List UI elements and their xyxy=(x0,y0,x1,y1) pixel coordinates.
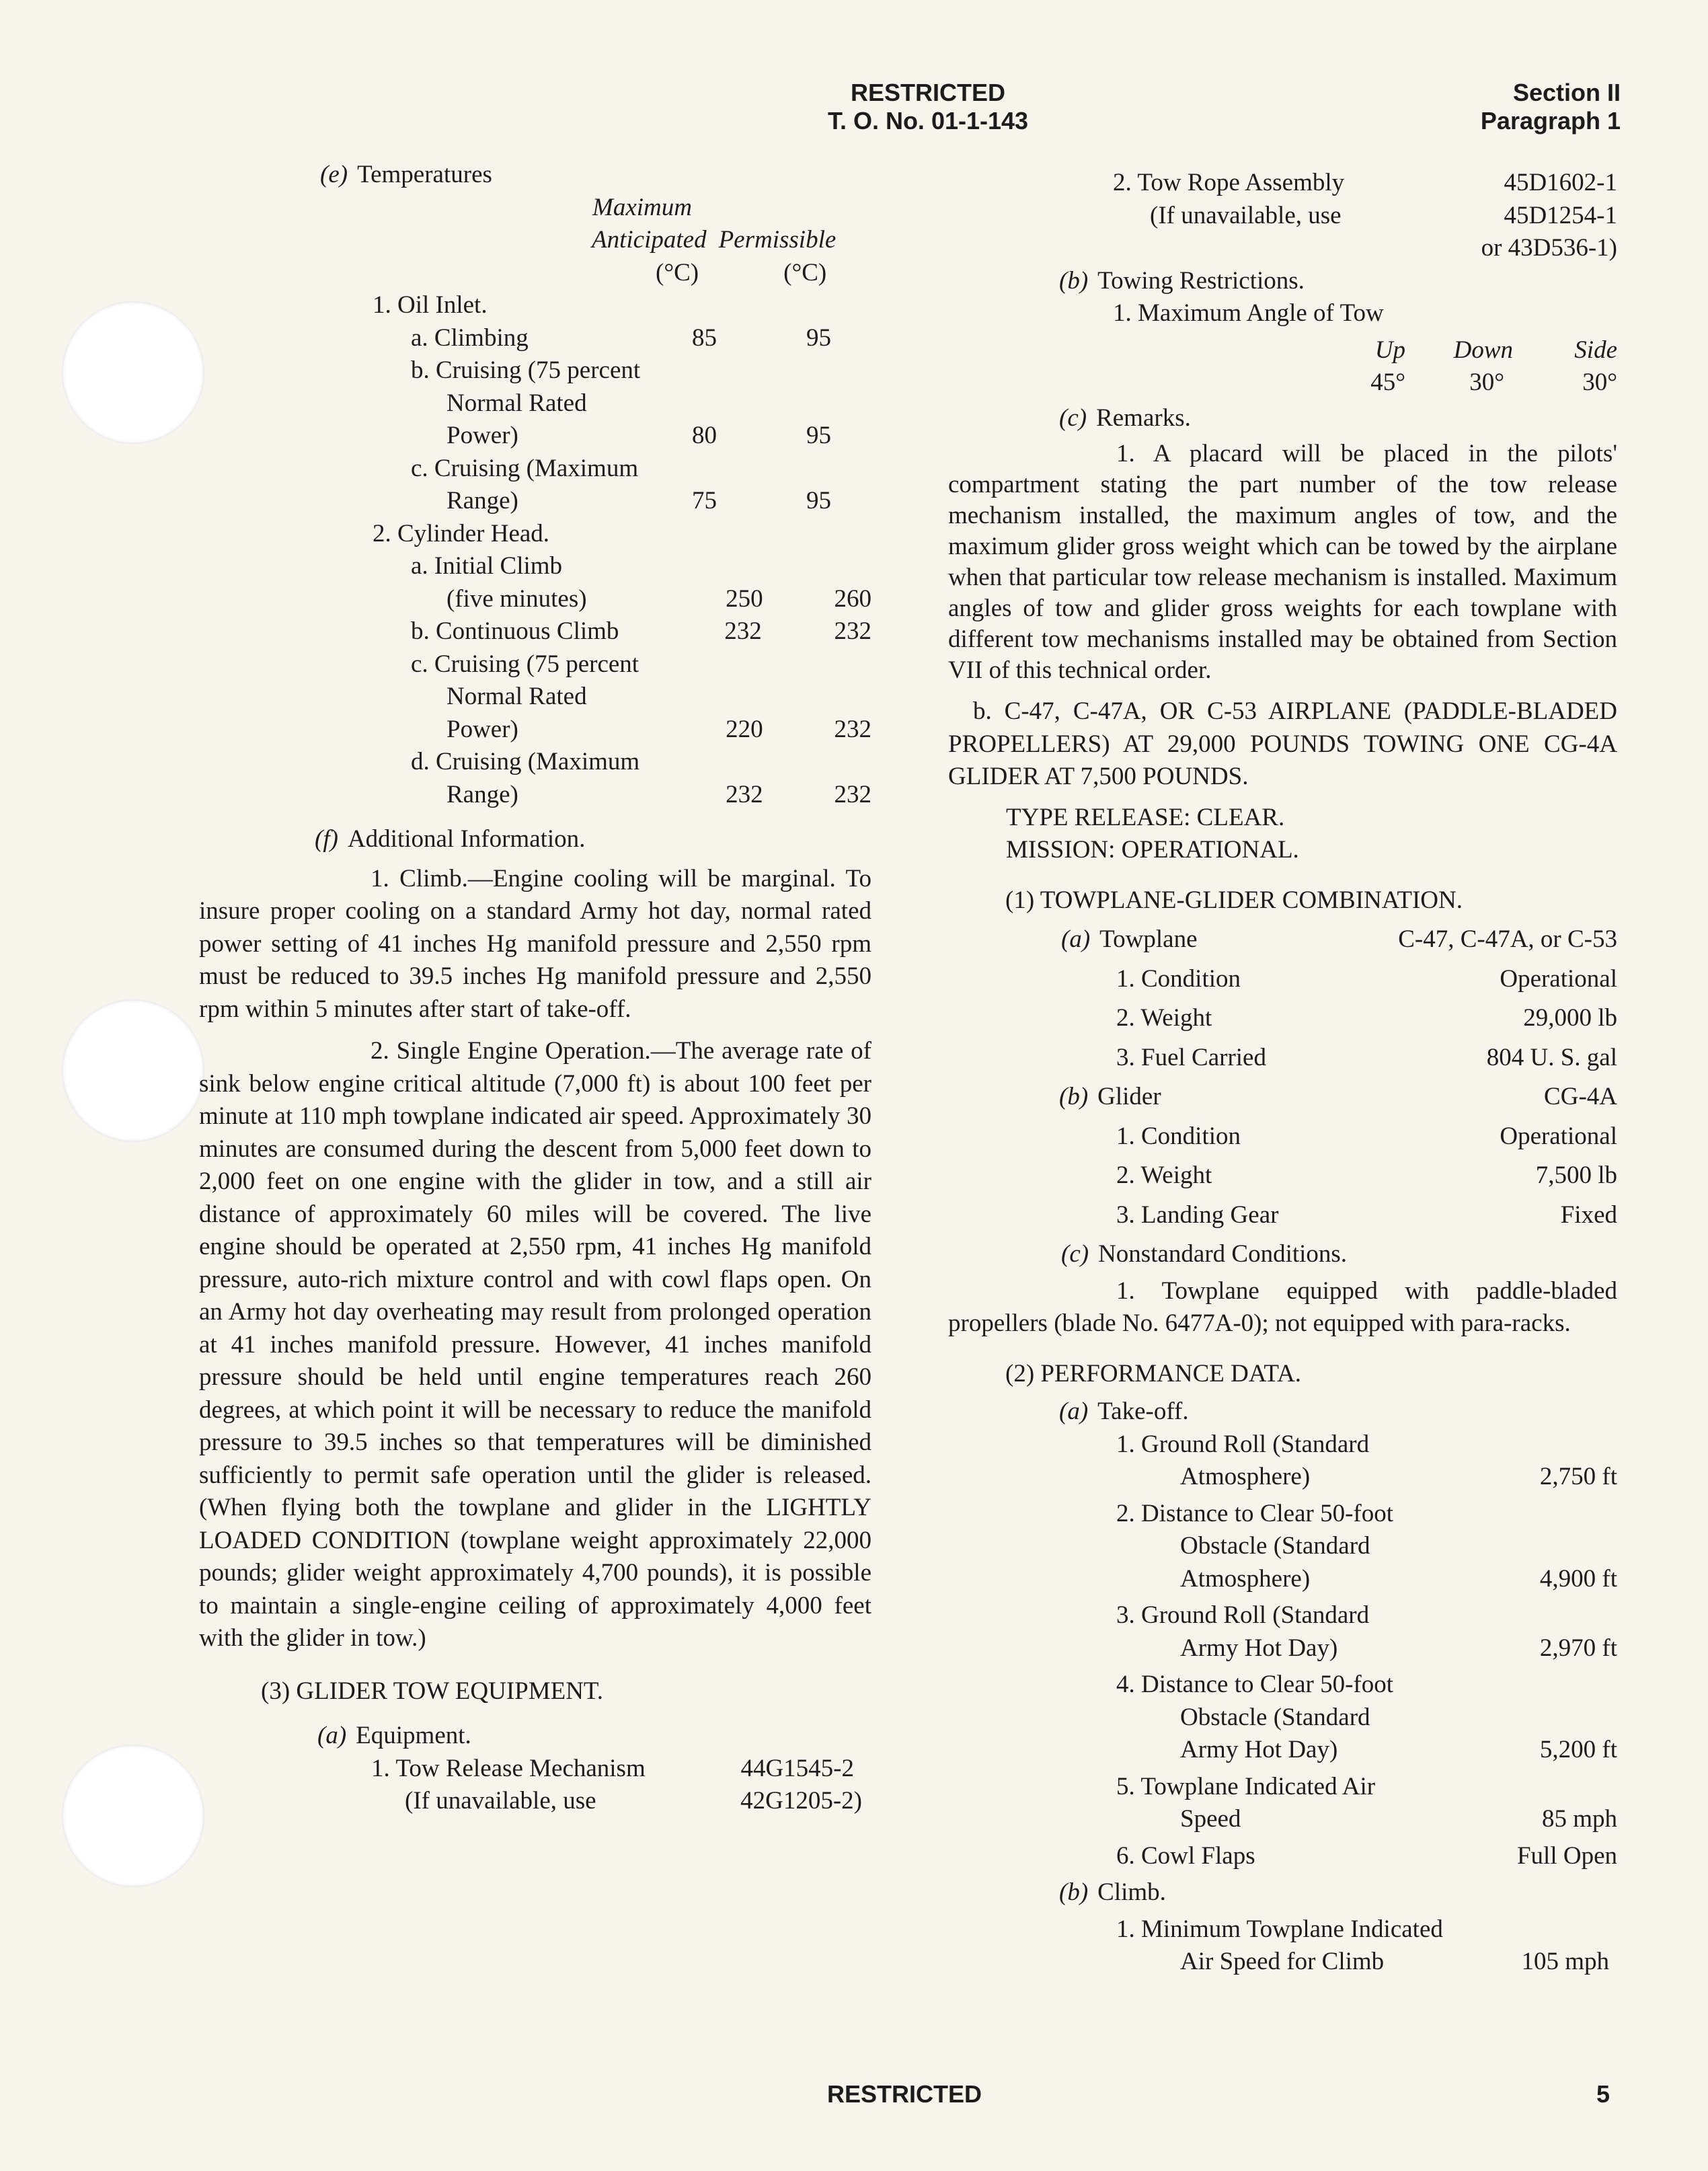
towing-restrictions-heading: (b) Towing Restrictions. xyxy=(1059,266,1305,295)
climb-1-line1: 1. Minimum Towplane Indicated xyxy=(1116,1915,1443,1943)
takeoff-2-line2: Obstacle (Standard xyxy=(1180,1532,1370,1560)
header-section: Section II xyxy=(1512,79,1621,106)
takeoff-3-row: Army Hot Day) 2,970 ft xyxy=(1180,1634,1617,1662)
cyl-continuous-row: b. Continuous Climb 232 232 xyxy=(411,617,871,645)
glider-row: (b) Glider CG-4A xyxy=(1059,1083,1617,1110)
glider-weight-row: 2. Weight 7,500 lb xyxy=(1116,1161,1617,1189)
cyl-cruisemax-row: Range) 232 232 xyxy=(447,780,872,808)
punch-hole-bottom xyxy=(62,1745,204,1887)
cyl-cruisemax-line1: d. Cruising (Maximum xyxy=(411,748,640,775)
tow-release-row: 1. Tow Release Mechanism 44G1545-2 xyxy=(371,1754,854,1782)
angle-heads-row: Up Down Side xyxy=(1374,336,1617,364)
takeoff-2-row: Atmosphere) 4,900 ft xyxy=(1180,1564,1617,1593)
takeoff-1-line1: 1. Ground Roll (Standard xyxy=(1116,1430,1370,1458)
takeoff-1-row: Atmosphere) 2,750 ft xyxy=(1180,1463,1617,1490)
tow-rope-alt-row: (If unavailable, use 45D1254-1 xyxy=(1150,201,1617,229)
cylinder-head-label: 2. Cylinder Head. xyxy=(373,519,550,547)
max-angle-heading: 1. Maximum Angle of Tow xyxy=(1113,299,1384,327)
temp-units: (°C) (°C) xyxy=(656,258,827,287)
glider-gear-row: 3. Landing Gear Fixed xyxy=(1116,1201,1617,1229)
cyl-initial-row: (five minutes) 250 260 xyxy=(447,584,872,613)
mission: MISSION: OPERATIONAL. xyxy=(1006,836,1299,864)
oil-cruise75-line2: Normal Rated xyxy=(447,389,587,417)
punch-hole-top xyxy=(62,301,204,444)
equipment-heading: (a) Equipment. xyxy=(317,1722,471,1749)
towplane-row: (a) Towplane C-47, C-47A, or C-53 xyxy=(1061,925,1617,953)
type-release: TYPE RELEASE: CLEAR. xyxy=(1006,803,1285,831)
footer-classification: RESTRICTED xyxy=(827,2080,982,2108)
nonstandard-heading: (c) Nonstandard Conditions. xyxy=(1061,1240,1348,1268)
left-column xyxy=(199,159,871,1818)
oil-cruise75-row: Power) 80 95 xyxy=(447,422,831,449)
takeoff-4-row: Army Hot Day) 5,200 ft xyxy=(1180,1736,1617,1763)
takeoff-5-line1: 5. Towplane Indicated Air xyxy=(1116,1772,1376,1800)
angle-values-row: 45° 30° 30° xyxy=(1370,369,1617,396)
towplane-condition-row: 1. Condition Operational xyxy=(1116,964,1617,993)
additional-info-heading: (f) Additional Information. xyxy=(315,825,586,853)
cyl-cruise75-line1: c. Cruising (75 percent xyxy=(411,650,639,678)
tow-rope-alt2-row: or 43D536-1) xyxy=(1481,234,1617,262)
header-to-number: T. O. No. 01-1-143 xyxy=(827,107,1029,135)
remarks-heading: (c) Remarks. xyxy=(1059,404,1191,432)
cyl-cruise75-row: Power) 220 232 xyxy=(447,715,872,743)
oil-cruisemax-line1: c. Cruising (Maximum xyxy=(411,454,639,482)
tow-rope-row: 2. Tow Rope Assembly 45D1602-1 xyxy=(1113,169,1617,196)
towplane-weight-row: 2. Weight 29,000 lb xyxy=(1116,1004,1617,1032)
takeoff-heading: (a) Take-off. xyxy=(1059,1398,1189,1425)
cyl-cruise75-line2: Normal Rated xyxy=(447,683,587,710)
page-number: 5 xyxy=(1596,2080,1610,2108)
punch-hole-middle xyxy=(62,999,204,1142)
combination-heading: (1) TOWPLANE-GLIDER COMBINATION. xyxy=(1005,886,1463,914)
header-classification: RESTRICTED xyxy=(850,79,1005,106)
single-engine-paragraph: 2. Single Engine Operation.—The average rate of sink below engine critical altitude (7,000 ft) is about 100 feet per minute at 110 mph towplane indicated air speed. Approximately 30 minutes are consumed during the descent from 5,000 feet down to 2,000 feet on one engine with the glider in tow, and a still air distance of approximately 60 miles will be covered. The live engine should be operated at 2,550 rpm, 41 inches Hg manifold pressure, auto-rich mixture control and with cowl flaps open. On an Army hot day overheating may result from prolonged operation at 41 inches manifold pressure. However, 41 inches manifold pressure should be held until engine temperatures reach 260 degrees, at which point it will be necessary to reduce the manifold pressure to 39.5 inches so that temperatures will be diminished sufficiently to permit safe operation until the glider is released. (When flying both the towplane and glider in the LIGHTLY LOADED CONDITION (towplane weight approximately 22,000 pounds; glider weight approximately 4,700 pounds), it is possible to maintain a single-engine ceiling of approximately 4,000 feet with the glider in tow.) xyxy=(199,1037,871,1652)
takeoff-3-line1: 3. Ground Roll (Standard xyxy=(1116,1601,1370,1629)
takeoff-2-line1: 2. Distance to Clear 50-foot xyxy=(1116,1499,1394,1527)
takeoff-4-line2: Obstacle (Standard xyxy=(1180,1703,1370,1731)
remarks-paragraph: 1. A placard will be placed in the pilots' compartment stating the part number of the tow release mechanism installed, the maximum angles of tow, and the maximum glider gross weight which can be towed by the airplane when that particular tow release mechanism is installed. Maximum angles of tow and glider gross weights for each towplane with different tow mechanisms installed may be obtained from Section VII of this technical order. xyxy=(948,440,1617,684)
performance-heading: (2) PERFORMANCE DATA. xyxy=(1005,1359,1302,1387)
glider-condition-row: 1. Condition Operational xyxy=(1116,1122,1617,1150)
takeoff-5-row: Speed 85 mph xyxy=(1180,1805,1617,1833)
towplane-fuel-row: 3. Fuel Carried 804 U. S. gal xyxy=(1116,1043,1617,1071)
nonstandard-paragraph: 1. Towplane equipped with paddle-bladed propellers (blade No. 6477A-0); not equipped with para-racks. xyxy=(948,1277,1617,1337)
temp-col-head-2: Anticipated Permissible xyxy=(592,226,837,254)
temperatures-heading: (e) Temperatures xyxy=(320,161,492,188)
tow-release-alt-row: (If unavailable, use 42G1205-2) xyxy=(405,1787,862,1815)
header-paragraph: Paragraph 1 xyxy=(1480,107,1621,135)
oil-inlet-label: 1. Oil Inlet. xyxy=(373,291,488,319)
climb-heading: (b) Climb. xyxy=(1059,1878,1166,1906)
takeoff-4-line1: 4. Distance to Clear 50-foot xyxy=(1116,1671,1394,1698)
oil-cruise75-line1: b. Cruising (75 percent xyxy=(411,356,641,384)
oil-climbing-row: a. Climbing 85 95 xyxy=(411,323,831,352)
right-column xyxy=(948,167,1617,1979)
climb-1-row: Air Speed for Climb 105 mph xyxy=(1180,1948,1609,1975)
oil-cruisemax-row: Range) 75 95 xyxy=(447,487,831,515)
cyl-initial-line1: a. Initial Climb xyxy=(411,552,563,580)
takeoff-6-row: 6. Cowl Flaps Full Open xyxy=(1116,1841,1617,1870)
glider-tow-equipment-heading: (3) GLIDER TOW EQUIPMENT. xyxy=(261,1677,604,1705)
climb-paragraph: 1. Climb.—Engine cooling will be marginal. To insure proper cooling on a standard Army hot day, normal rated power setting of 41 inches Hg manifold pressure and 2,550 rpm must be reduced to 39.5 inches Hg manifold pressure and 2,550 rpm within 5 minutes after start of take-off. xyxy=(199,864,871,1023)
section-b-heading: b. C-47, C-47A, OR C-53 AIRPLANE (PADDLE-BLADED PROPELLERS) AT 29,000 POUNDS TOWING ONE CG-4A GLIDER AT 7,500 POUNDS. xyxy=(948,697,1617,790)
temp-col-head-1: Maximum xyxy=(592,193,692,221)
